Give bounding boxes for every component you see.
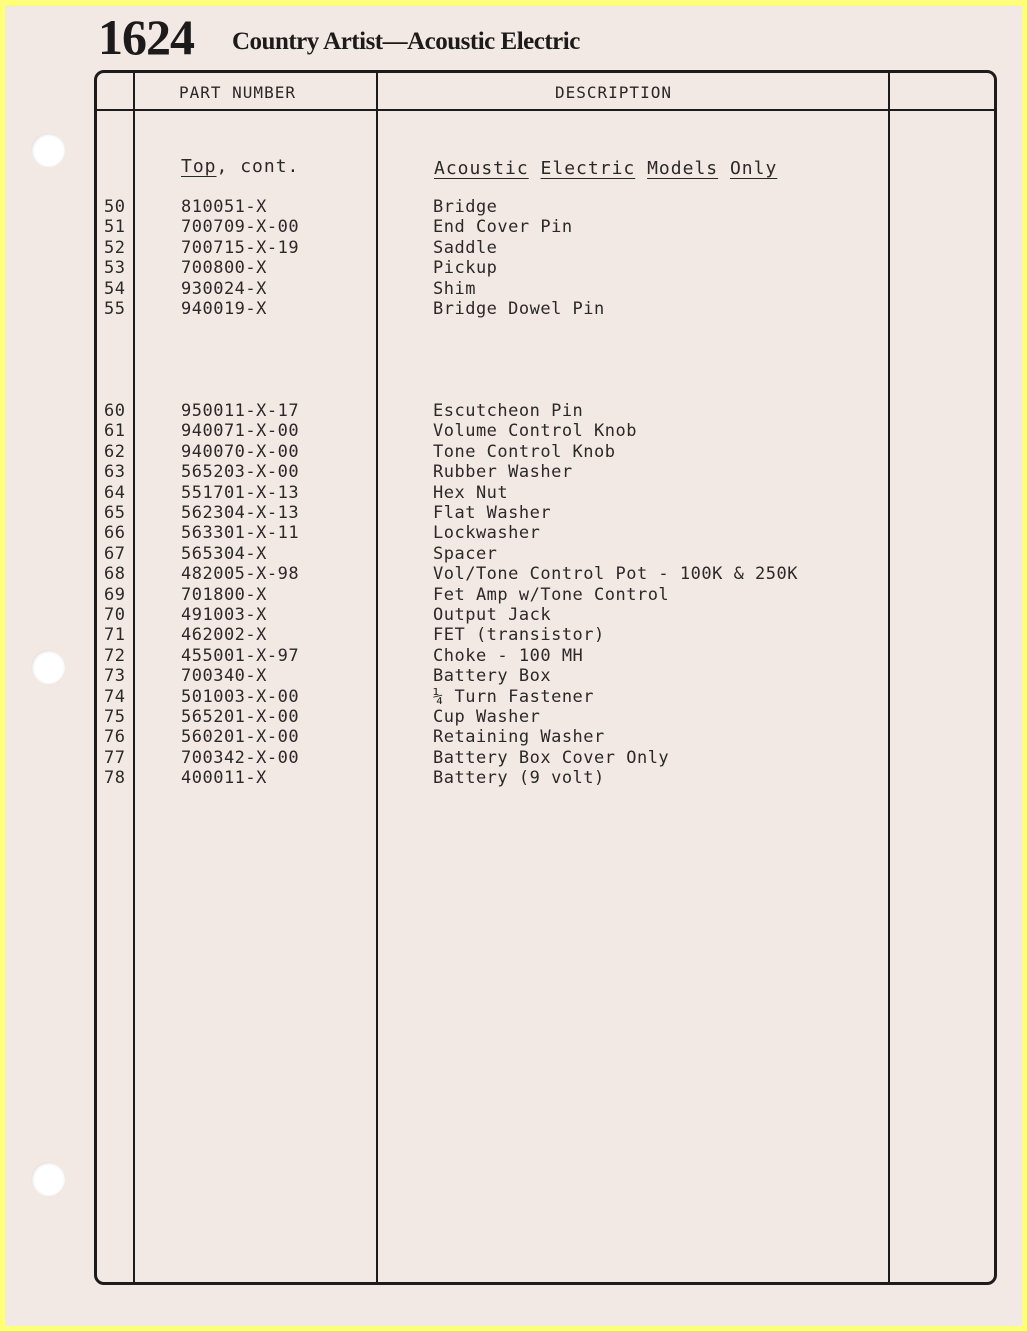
part-number: 940071-X-00 xyxy=(181,421,300,442)
part-description: Battery Box xyxy=(433,666,552,687)
item-number: 52 xyxy=(104,237,126,258)
part-description: Spacer xyxy=(433,543,498,564)
item-number: 62 xyxy=(104,441,126,462)
part-number: 562304-X-13 xyxy=(181,503,300,523)
item-number: 63 xyxy=(104,462,126,483)
part-description: Choke - 100 MH xyxy=(433,645,584,666)
item-number: 72 xyxy=(104,645,126,666)
description-subhead xyxy=(434,158,777,179)
description-header: DESCRIPTION xyxy=(555,83,672,102)
part-description: Rubber Washer xyxy=(433,462,573,483)
item-number: 53 xyxy=(104,258,126,279)
part-description: Lockwasher xyxy=(433,523,541,544)
subhead-word: Models xyxy=(647,158,719,179)
part-number: 491003-X xyxy=(181,605,267,625)
part-number: 700709-X-00 xyxy=(181,217,300,238)
item-number: 67 xyxy=(104,543,126,564)
part-number: 565304-X xyxy=(181,543,267,564)
part-description: Shim xyxy=(433,278,476,299)
part-number: 400011-X xyxy=(181,768,267,789)
column-divider xyxy=(888,73,890,1282)
subhead-cont: , cont. xyxy=(216,156,300,177)
part-description: Output Jack xyxy=(433,605,552,625)
part-description: Bridge xyxy=(433,197,498,217)
header-divider xyxy=(97,109,994,111)
item-number: 74 xyxy=(104,686,126,707)
item-number: 51 xyxy=(104,217,126,238)
part-description: Bridge Dowel Pin xyxy=(433,299,605,319)
item-number: 66 xyxy=(104,523,126,544)
part-description: Cup Washer xyxy=(433,707,541,727)
column-divider xyxy=(376,73,378,1282)
item-number: 75 xyxy=(104,707,126,727)
subhead-word: Electric xyxy=(540,158,636,179)
item-number: 73 xyxy=(104,666,126,687)
item-number: 76 xyxy=(104,727,126,748)
punch-hole-top xyxy=(31,133,65,167)
column-divider xyxy=(133,73,135,1282)
item-number: 55 xyxy=(104,299,126,319)
model-number: 1624 xyxy=(98,9,194,65)
item-number: 50 xyxy=(104,197,126,217)
part-description: Vol/Tone Control Pot - 100K & 250K xyxy=(433,564,798,585)
part-number: 940070-X-00 xyxy=(181,441,300,462)
part-description: Saddle xyxy=(433,237,498,258)
part-description: Battery (9 volt) xyxy=(433,768,605,789)
part-number: 700715-X-19 xyxy=(181,237,300,258)
item-number: 54 xyxy=(104,278,126,299)
part-number: 565201-X-00 xyxy=(181,707,300,727)
part-description: Retaining Washer xyxy=(433,727,605,748)
item-number: 70 xyxy=(104,605,126,625)
part-number: 701800-X xyxy=(181,584,267,605)
part-number: 551701-X-13 xyxy=(181,482,300,503)
part-number: 930024-X xyxy=(181,278,267,299)
part-description: Hex Nut xyxy=(433,482,509,503)
part-number: 482005-X-98 xyxy=(181,564,300,585)
part-description: Battery Box Cover Only xyxy=(433,747,670,768)
punch-hole-middle xyxy=(31,650,65,684)
part-description: End Cover Pin xyxy=(433,217,573,238)
part-number: 501003-X-00 xyxy=(181,686,300,707)
part-description: Fet Amp w/Tone Control xyxy=(433,584,670,605)
part-number: 940019-X xyxy=(181,299,267,319)
punch-hole-bottom xyxy=(31,1162,65,1196)
item-number: 71 xyxy=(104,625,126,646)
part-description: Flat Washer xyxy=(433,503,552,523)
part-number-subhead xyxy=(181,156,299,177)
subhead-word: Acoustic xyxy=(434,158,529,179)
item-number: 61 xyxy=(104,421,126,442)
item-number: 60 xyxy=(104,401,126,421)
part-number: 563301-X-11 xyxy=(181,523,300,544)
part-description: Escutcheon Pin xyxy=(433,401,584,421)
item-number: 64 xyxy=(104,482,126,503)
part-number: 560201-X-00 xyxy=(181,727,300,748)
part-number-header: PART NUMBER xyxy=(179,83,296,102)
item-number: 78 xyxy=(104,768,126,789)
page-title: Country Artist—Acoustic Electric xyxy=(232,28,580,55)
part-description: FET (transistor) xyxy=(433,625,605,646)
item-number: 69 xyxy=(104,584,126,605)
part-number: 462002-X xyxy=(181,625,267,646)
part-description: ¼ Turn Fastener xyxy=(433,686,595,707)
part-number: 700342-X-00 xyxy=(181,747,300,768)
part-description: Tone Control Knob xyxy=(433,441,616,462)
subhead-top-word: Top xyxy=(181,156,217,177)
part-number: 700340-X xyxy=(181,666,267,687)
part-number: 810051-X xyxy=(181,197,267,217)
part-description: Pickup xyxy=(433,258,498,279)
subhead-word: Only xyxy=(729,158,778,179)
part-number: 950011-X-17 xyxy=(181,401,300,421)
part-description: Volume Control Knob xyxy=(433,421,637,442)
part-number: 700800-X xyxy=(181,258,267,279)
item-number: 68 xyxy=(104,564,126,585)
item-number: 65 xyxy=(104,503,126,523)
part-number: 565203-X-00 xyxy=(181,462,300,483)
item-number: 77 xyxy=(104,747,126,768)
part-number: 455001-X-97 xyxy=(181,645,300,666)
